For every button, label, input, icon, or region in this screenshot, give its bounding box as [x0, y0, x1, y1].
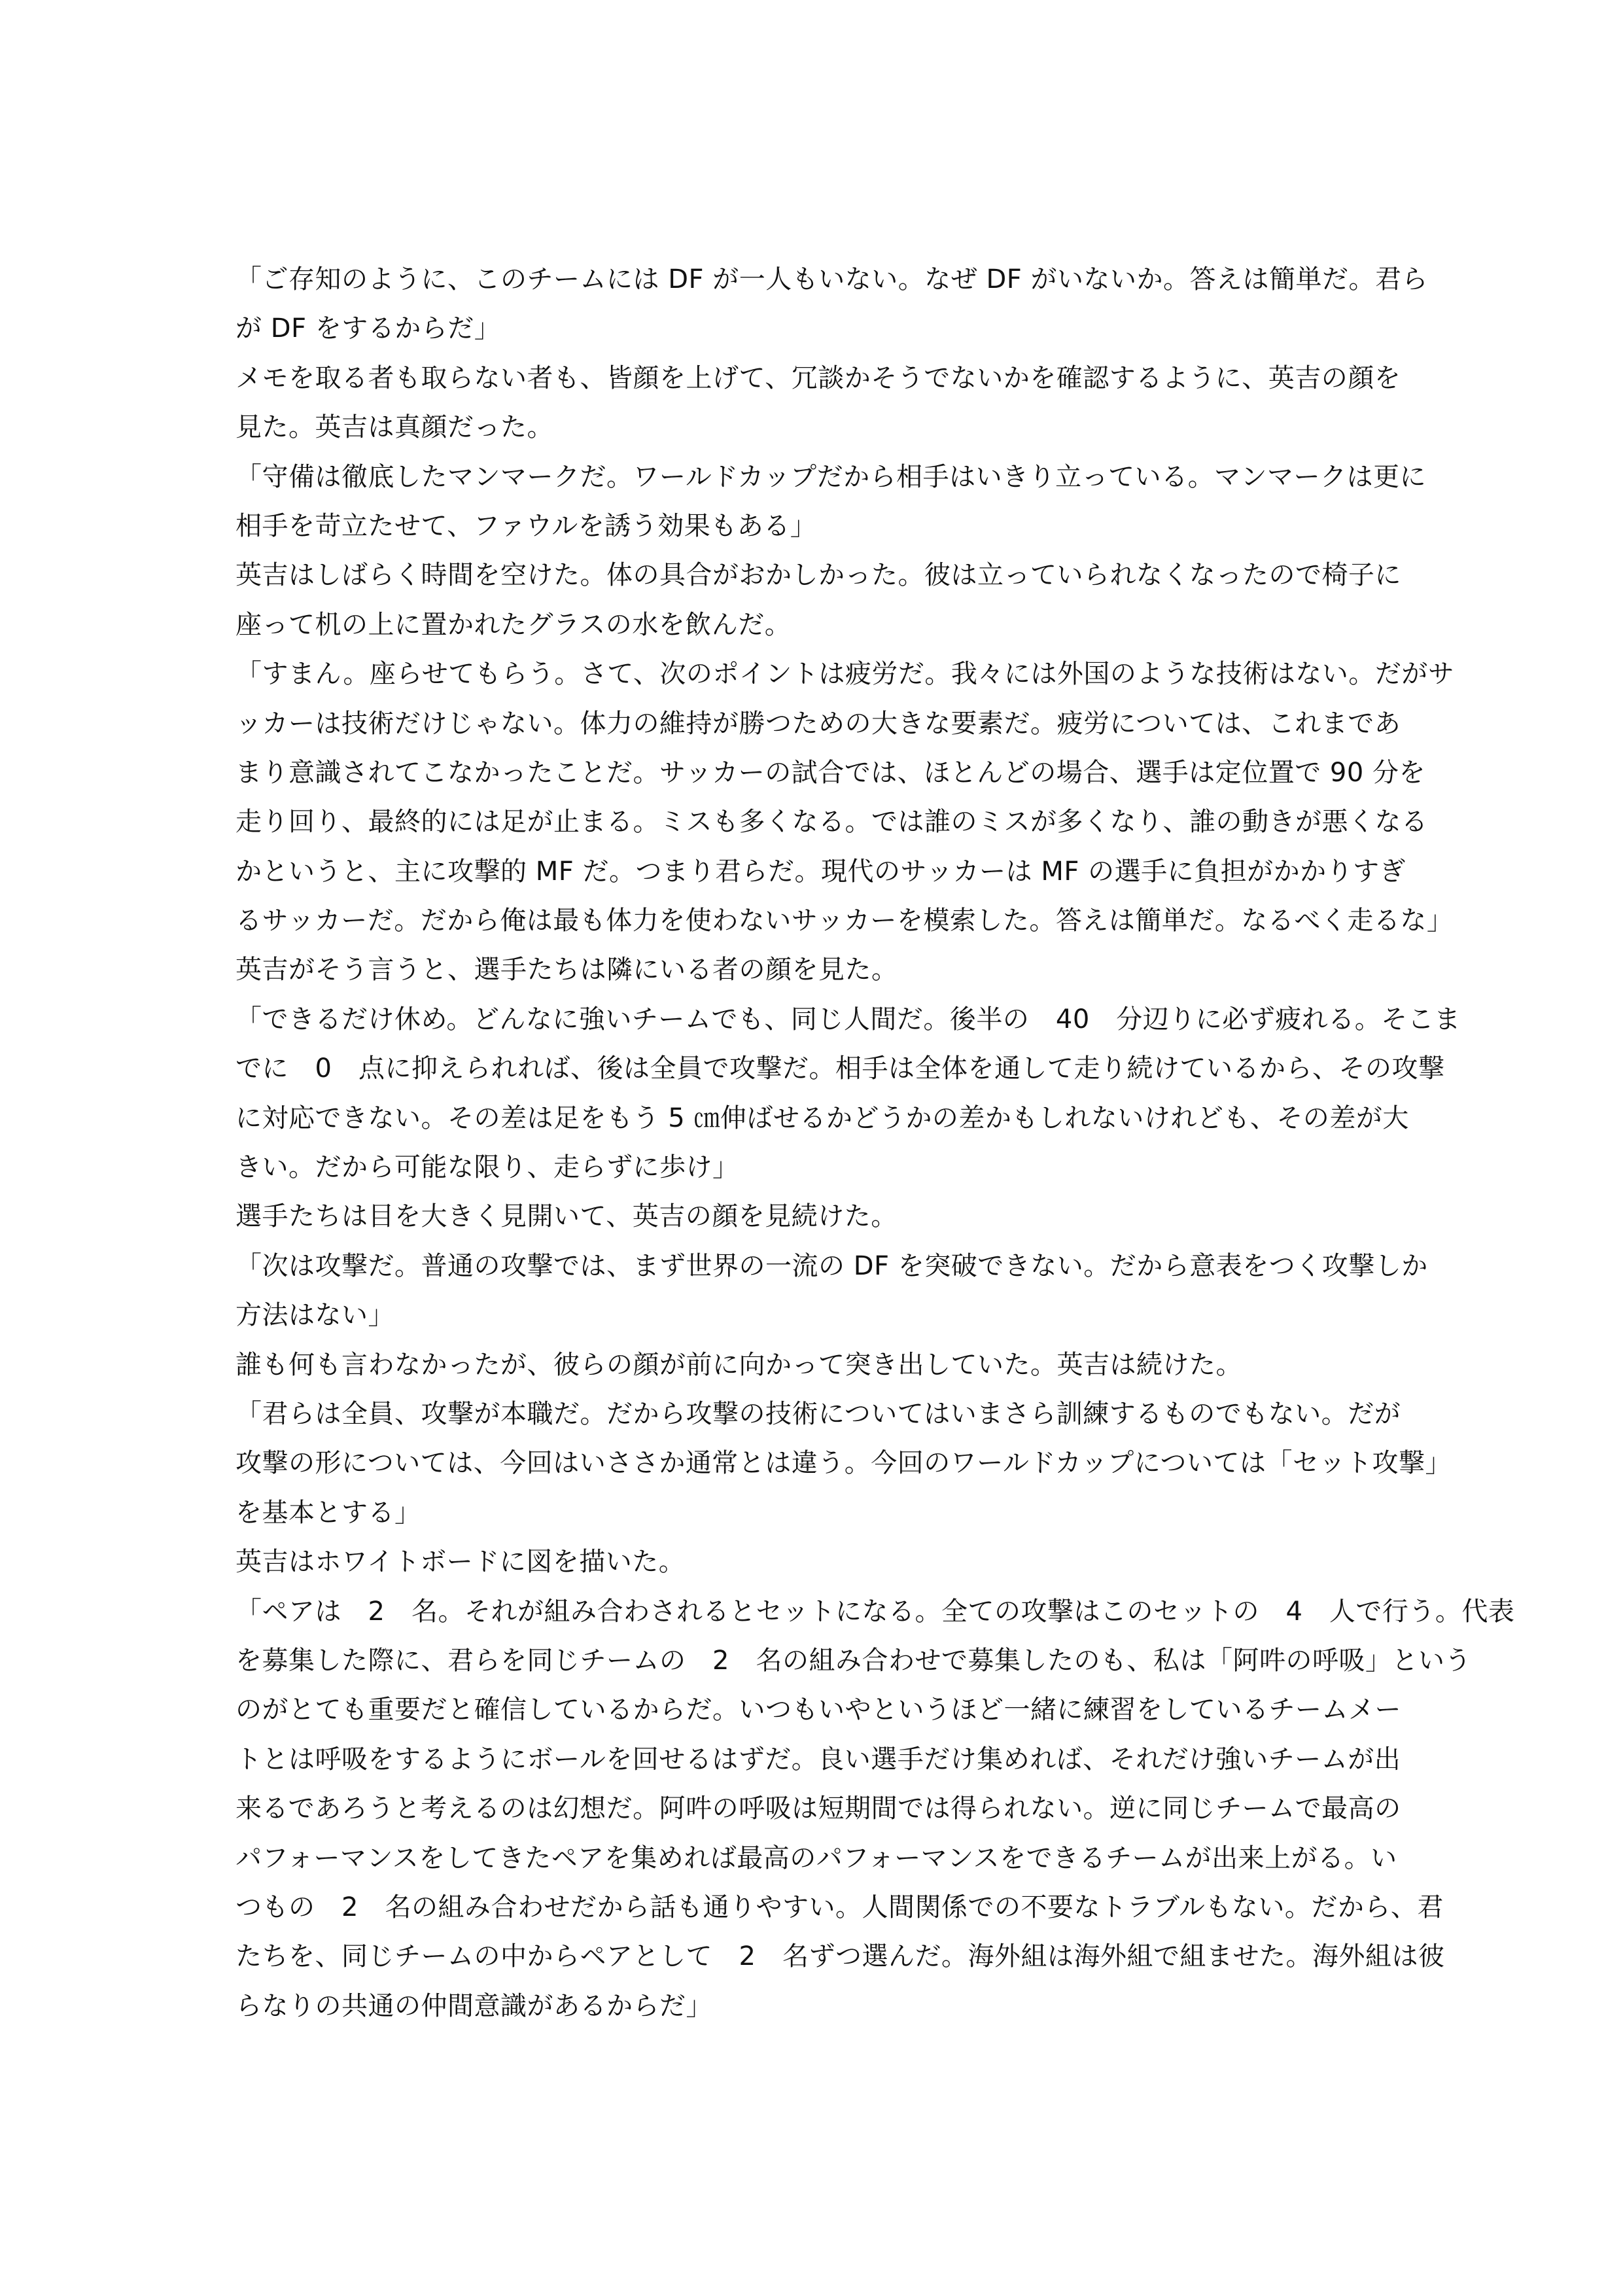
text-line: に対応できない。その差は足をもう 5 ㎝伸ばせるかどうかの差かもしれないけれども、その差が大: [236, 1103, 1409, 1133]
text-line: 「次は攻撃だ。普通の攻撃では、まず世界の一流の DF を突破できない。だから意表をつく攻撃しか: [236, 1250, 1428, 1281]
text-line: を基本とする」: [236, 1497, 421, 1528]
text-line: メモを取る者も取らない者も、皆顔を上げて、冗談かそうでないかを確認するように、英吉の顔を: [236, 362, 1401, 393]
text-line: 攻撃の形については、今回はいささか通常とは違う。今回のワールドカップについては「セット攻撃」: [236, 1448, 1452, 1479]
text-line: 「守備は徹底したマンマークだ。ワールドカップだから相手はいきり立っている。マンマークは更に: [236, 461, 1427, 492]
text-line: 「君らは全員、攻撃が本職だ。だから攻撃の技術についてはいまさら訓練するものでもない。だが: [236, 1398, 1401, 1429]
text-line: きい。だから可能な限り、走らずに歩け」: [236, 1152, 739, 1183]
text-line: 英吉はホワイトボードに図を描いた。: [236, 1547, 686, 1578]
body-text: [236, 255, 1515, 2031]
text-line: 座って机の上に置かれたグラスの水を飲んだ。: [236, 609, 792, 640]
text-line: 見た。英吉は真顔だった。: [236, 412, 553, 443]
text-line: 相手を苛立たせて、ファウルを誘う効果もある」: [236, 510, 817, 541]
text-line: 誰も何も言わなかったが、彼らの顔が前に向かって突き出していた。英吉は続けた。: [236, 1349, 1242, 1380]
text-line: かというと、主に攻撃的 MF だ。つまり君らだ。現代のサッカーは MF の選手に負担がかかりすぎ: [236, 856, 1406, 887]
text-line: 「できるだけ休め。どんなに強いチームでも、同じ人間だ。後半の 40 分辺りに必ず疲れる。そこま: [236, 1004, 1461, 1034]
text-line: 選手たちは目を大きく見開いて、英吉の顔を見続けた。: [236, 1201, 898, 1232]
text-line: トとは呼吸をするようにボールを回せるはずだ。良い選手だけ集めれば、それだけ強いチームが出: [236, 1744, 1401, 1775]
text-line: たちを、同じチームの中からペアとして 2 名ずつ選んだ。海外組は海外組で組ませた。海外組は彼: [236, 1941, 1445, 1972]
text-line: 「すまん。座らせてもらう。さて、次のポイントは疲労だ。我々には外国のような技術はない。だがサ: [236, 659, 1455, 690]
text-line: が DF をするからだ」: [236, 313, 501, 344]
text-line: るサッカーだ。だから俺は最も体力を使わないサッカーを模索した。答えは簡単だ。なるべく走るな」: [236, 906, 1454, 936]
text-line: ッカーは技術だけじゃない。体力の維持が勝つための大きな要素だ。疲労については、これまであ: [236, 708, 1401, 739]
text-line: 走り回り、最終的には足が止まる。ミスも多くなる。では誰のミスが多くなり、誰の動きが悪くなる: [236, 807, 1428, 838]
text-line: まり意識されてこなかったことだ。サッカーの試合では、ほとんどの場合、選手は定位置で 90 分を: [236, 757, 1426, 788]
text-line: でに 0 点に抑えられれば、後は全員で攻撃だ。相手は全体を通して走り続けているから、その攻撃: [236, 1053, 1445, 1084]
text-line: 「ペアは 2 名。それが組み合わされるとセットになる。全ての攻撃はこのセットの 4 人で行う。代表: [236, 1596, 1515, 1627]
text-line: 英吉はしばらく時間を空けた。体の具合がおかしかった。彼は立っていられなくなったので椅子に: [236, 560, 1401, 591]
text-line: を募集した際に、君らを同じチームの 2 名の組み合わせで募集したのも、私は「阿吽の呼吸」という: [236, 1645, 1471, 1676]
text-line: らなりの共通の仲間意識があるからだ」: [236, 1990, 712, 2021]
text-line: 来るであろうと考えるのは幻想だ。阿吽の呼吸は短期間では得られない。逆に同じチームで最高の: [236, 1793, 1401, 1824]
text-line: パフォーマンスをしてきたペアを集めれば最高のパフォーマンスをできるチームが出来上がる。い: [236, 1843, 1397, 1873]
text-line: つもの 2 名の組み合わせだから話も通りやすい。人間関係での不要なトラブルもない。だから、君: [236, 1892, 1444, 1922]
text-line: のがとても重要だと確信しているからだ。いつもいやというほど一緒に練習をしているチームメー: [236, 1695, 1401, 1725]
text-line: 「ご存知のように、このチームには DF が一人もいない。なぜ DF がいないか。答えは簡単だ。君ら: [236, 264, 1428, 294]
text-line: 方法はない」: [236, 1300, 394, 1331]
text-line: 英吉がそう言うと、選手たちは隣にいる者の顔を見た。: [236, 955, 898, 985]
